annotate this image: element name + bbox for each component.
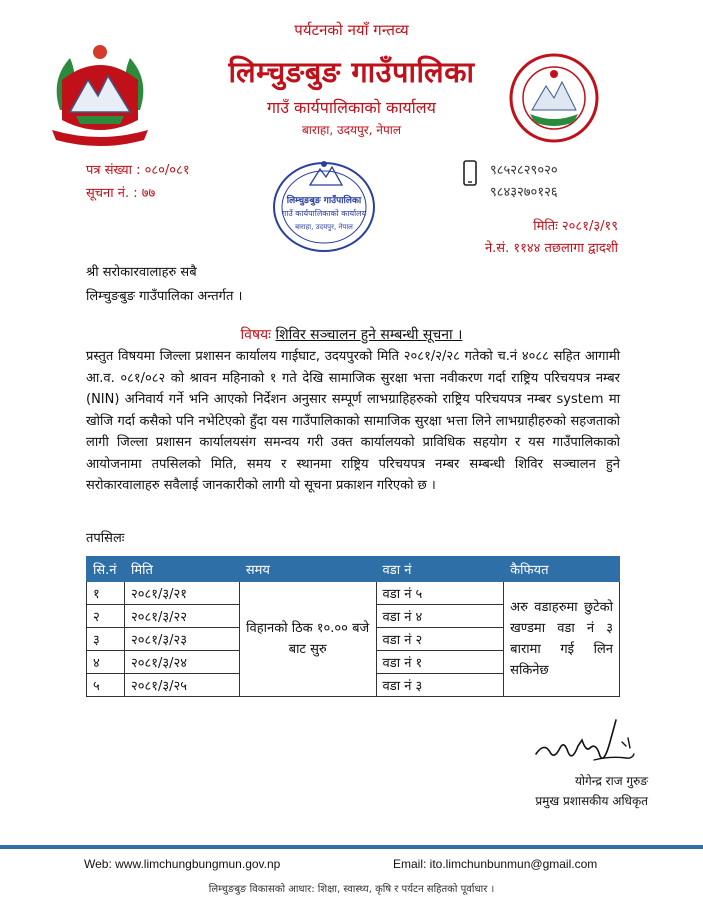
phone-number: ९८५२८२९०२० [490,163,558,178]
website-link[interactable]: Web: www.limchungbungmun.gov.np [84,857,281,871]
footer-divider [0,845,703,849]
row-sn: ३ [87,628,125,651]
tagline: पर्यटनको नयाँ गन्तव्य [294,21,409,39]
row-date: २०८१/३/२४ [124,651,239,674]
organization-name: लिम्चुङबुङ गाउँपालिका [228,55,475,89]
stamp-line-3: बाराहा, उदयपुर, नेपाल [295,223,353,231]
row-date: २०८१/३/२१ [124,582,239,605]
column-header-sn: सि.नं [87,557,125,582]
column-header-remark: कैफियत [504,557,620,582]
signer-title: प्रमुख प्रशासकीय अधिकृत [535,794,648,808]
column-header-date: मिति [124,557,239,582]
notice-body: प्रस्तुत विषयमा जिल्ला प्रशासन कार्यालय गाईघाट, उदयपुरको मिति २०८१/२/२८ गतेको च.नं ४०८८ सहित आगामी आ.व. ०८१/०८२ को श्रावन महिनाको १ गते देखि सामाजिक सुरक्षा भत्ता नवीकरण गर्दा राष्ट्रिय परिचयपत्र नम्बर (NIN) अनिवार्य गर्ने भनि आएको निर्देशन अनुसार सम्पूर्ण लाभग्राहिहरुको राष्ट्रिय परिचयपत्र नम्बर system मा खोजि गर्दा कसैको पनि नभेटिएको हुँदा यस गाउँपालिकाको सामाजिक सुरक्षा भत्ता लिने लाभग्राहीहरुको सहजताको लागी जिल्ला प्रशासन कार्यालयसंग समन्वय गरी उक्त कार्यालयको प्राविधिक सहयोग र यस गाउँपालिकाको आयोजनामा तपसिलको मिति, समय र स्थानमा राष्ट्रिय परिचयपत्र नम्बर सम्बन्धी शिविर सञ्चालन हुने सरोकारवालाहरु सवैलाई जानकारीको लागी यो सूचना प्रकाशन गरिएको छ । [86,349,620,493]
row-ward: वडा नं १ [376,651,504,674]
subject-label: विषयः [240,327,271,343]
row-date: २०८१/३/२५ [124,674,239,697]
table-row [87,582,620,605]
nepal-sambat-date: ने.सं. ११४४ तछलागा द्वादशी [484,241,618,256]
row-sn: १ [87,582,125,605]
camp-time: विहानको ठिक १०.०० बजे बाट सुरु [239,582,376,697]
schedule-label: तपसिलः [86,531,125,546]
subject-text: शिविर सञ्चालन हुने सम्बन्धी सूचना । [275,327,463,343]
signer-name: योगेन्द्र राज गुरुङ [574,774,648,788]
row-sn: ४ [87,651,125,674]
addressee-line-1: श्री सरोकारवालाहरु सबै [86,265,197,280]
footer-note: लिम्चुङबुङ विकासको आधार: शिक्षा, स्वास्थ्य, कृषि र पर्यटन सहितको पूर्वाधार । [208,884,495,895]
addressee-line-2: लिम्चुङबुङ गाउँपालिका अन्तर्गत । [86,289,243,304]
office-address: बाराहा, उदयपुर, नेपाल [301,123,402,137]
row-date: २०८१/३/२२ [124,605,239,628]
row-ward: वडा नं ३ [376,674,504,697]
row-ward: वडा नं ४ [376,605,504,628]
row-ward: वडा नं २ [376,628,504,651]
row-sn: २ [87,605,125,628]
signature [530,712,640,772]
row-ward: वडा नं ५ [376,582,504,605]
issue-date: मितिः २०८१/३/१९ [533,219,618,234]
letter-number: पत्र संख्या : ०८०/०८१ [86,163,190,178]
email-link[interactable]: Email: ito.limchunbunmun@gmail.com [393,857,598,871]
remark: अरु वडाहरुमा छुटेको खण्डमा वडा नं ३ बारामा गई लिन सकिनेछ [504,582,620,697]
stamp-line-1: लिम्चुङबुङ गाउँपालिका [286,196,362,206]
row-sn: ५ [87,674,125,697]
office-stamp [270,155,378,255]
table-header-row [87,557,620,582]
office-name: गाउँ कार्यपालिकाको कार्यालय [267,98,436,117]
column-header-time: समय [239,557,376,582]
column-header-ward: वडा नं [376,557,504,582]
row-date: २०८१/३/२३ [124,628,239,651]
notice-number: सूचना नं. : ७७ [86,186,156,201]
subject-line [0,325,703,344]
phone-icon [463,160,477,186]
schedule-table [86,556,620,697]
stamp-line-2: गाउँ कार्यपालिकाको कार्यालय [281,209,367,218]
phone-number: ९८४३२७०१२६ [490,185,558,200]
